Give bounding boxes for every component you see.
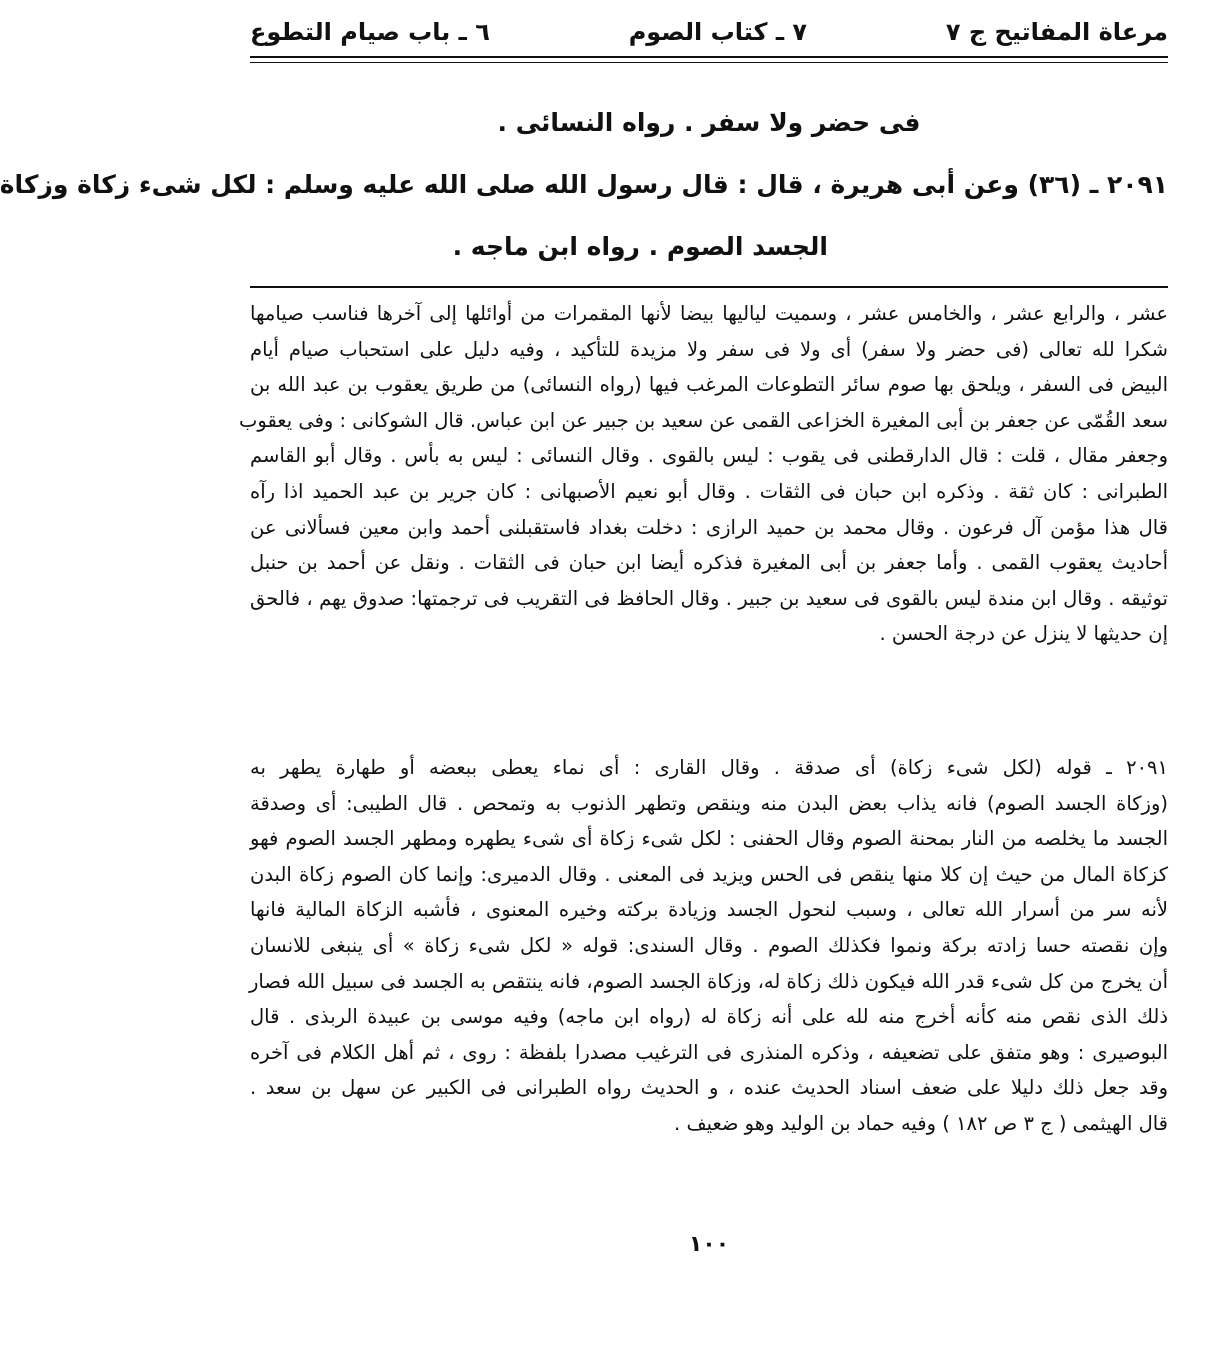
hadith-line: ٢٠٩١ ـ (٣٦) وعن أبى هريرة ، قال : قال رسول الله صلى الله عليه وسلم : لكل شىء زكاة وزكاة [0,170,1168,199]
commentary-line: قال هذا مؤمن آل فرعون . وقال محمد بن حميد الرازى : دخلت بغداد فاستقبلنى أحمد وابن معين فسألانى عن [250,515,1168,539]
commentary-line: البوصيرى : وهو متفق على تضعيفه ، وذكره المنذرى فى الترغيب مصدرا بلفظة : روى ، ثم أهل الكلام فى آخره [250,1040,1168,1064]
header-section: ٦ ـ باب صيام التطوع [250,18,490,46]
commentary-line: عشر ، والرابع عشر ، والخامس عشر ، وسميت لياليها بيضا لأنها المقمرات من أوائلها إلى آخرها فناسب صيامها [250,302,1168,325]
commentary-line: إن حديثها لا ينزل عن درجة الحسن . [879,622,1168,646]
commentary-block-1 [239,296,1168,652]
hadith-text [0,92,1168,278]
hadith-line: الجسد الصوم . رواه ابن ماجه . [452,232,828,261]
commentary-line: (وزكاة الجسد الصوم) فانه يذاب بعض البدن منه وينقص وتطهر الذنوب به وتمحص . قال الطيبى: أى وصدقة [250,791,1168,815]
commentary-line: لأنه سر من أسرار الله تعالى ، وسبب لنحول الجسد وزيادة بركته وخيره المعنوى ، فأشبه الزكاة المالية فانها [250,898,1168,922]
commentary-line: وقد جعل ذلك دليلا على ضعف اسناد الحديث عنده ، و الحديث رواه الطبرانى فى الكبير عن سهل بن سعد . [250,1076,1168,1100]
running-header [250,14,1168,50]
commentary-line: وإن نقصته حسا زادته بركة ونموا فكذلك الصوم . وقال السندى: قوله « لكل شىء زكاة » أى ينبغى للانسان [250,933,1168,957]
commentary-line: وجعفر مقال ، قلت : قال الدارقطنى فى يقوب : ليس بالقوى . وقال النسائى : ليس به بأس . وقال أبو القاسم [250,444,1168,468]
commentary-line: توثيقه . وقال ابن مندة ليس بالقوى فى سعيد بن جبير . وقال الحافظ فى التقريب فى ترجمتها: صدوق يهم ، فالحق [250,586,1168,610]
commentary-line: أن يخرج من كل شىء قدر الله فيكون ذلك زكاة له، وزكاة الجسد الصوم، فانه ينتقص به الجسد فى سبيل الله فصار [248,969,1168,993]
header-chapter: ٧ ـ كتاب الصوم [628,18,808,46]
commentary-line: كزكاة المال من حيث إن كلا منها ينقص فى الحس ويزيد فى المعنى . وقال الدميرى: وإنما كان الصوم زكاة البدن [250,862,1168,886]
header-rule-thin [250,62,1168,63]
commentary-line: قال الهيثمى ( ج ٣ ص ١٨٢ ) وفيه حماد بن الوليد وهو ضعيف . [674,1111,1168,1135]
commentary-line: أحاديث يعقوب القمى . وأما جعفر بن أبى المغيرة فذكره أيضا ابن حبان فى الثقات . ونقل عن أحمد بن حنبل [250,551,1168,575]
commentary-line: ٢٠٩١ ـ قوله (لكل شىء زكاة) أى صدقة . وقال القارى : أى نماء يعطى ببعضه أو طهارة يطهر به [250,756,1168,779]
commentary-line: البيض فى السفر ، ويلحق بها صوم سائر التطوعات المرغب فيها (رواه النسائى) من طريق يعقوب بن عبد الله بن [250,373,1168,397]
section-separator [250,286,1168,288]
commentary-line: الجسد ما يخلصه من النار بمحنة الصوم وقال الحفنى : لكل شىء زكاة أى شىء يطهره ومطهر الجسد الصوم فهو [250,827,1168,851]
commentary-line: سعد القُمّى عن جعفر بن أبى المغيرة الخزاعى القمى عن سعيد بن جبير عن ابن عباس. قال الشوكانى : وفى يعقوب [239,408,1168,432]
header-rule [250,56,1168,58]
page-number: ١٠٠ [688,1232,730,1257]
commentary-line: ذلك الذى نقص منه كأنه أخرج منه لله على أنه زكاة له (رواه ابن ماجه) وفيه موسى بن عبيدة الربذى . قال [250,1005,1168,1029]
commentary-line: شكرا لله تعالى (فى حضر ولا سفر) أى ولا فى سفر ولا مزيدة للتأكيد ، وفيه دليل على استحباب صيام أيام [250,337,1168,361]
hadith-line: فى حضر ولا سفر . رواه النسائى . [497,108,921,137]
commentary-line: الطبرانى : كان ثقة . وذكره ابن حبان فى الثقات . وقال أبو نعيم الأصبهانى : كان جرير بن عبد الحميد اذا رآه [250,479,1168,503]
commentary-block-2 [250,750,1168,1142]
header-book-title: مرعاة المفاتيح ج ٧ [945,18,1168,46]
